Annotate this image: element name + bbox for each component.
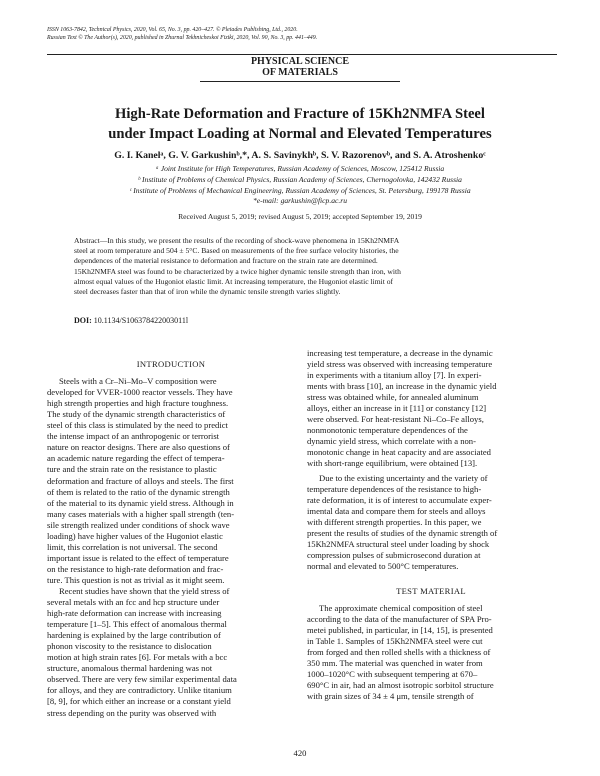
text-line: increasing test temperature, a decrease in the dynamic (307, 348, 493, 358)
text-line: in experiments with a titanium alloy [7]. In experi- (307, 370, 482, 381)
abstract-line: almost equal values of the Hugoniot elastic limit. At increasing temperature, the Hugoniot elastic limit of (74, 276, 394, 286)
text-line: the intense impact of an anthropogenic or terrorist (47, 431, 220, 442)
intro-paragraph-3 (307, 348, 555, 470)
section-rule (200, 81, 400, 82)
text-line: 1000–1020°C with subsequent tempering at 670– (307, 669, 478, 680)
abstract-line: steel at room temperature and 504 ± 5°C. Based on measurements of the free surface velocity histories, the (74, 246, 399, 256)
text-line: metei published, in particular, in [14, 15], is presented (307, 625, 493, 636)
text-line: imental data and compare them for steels and alloys (307, 505, 486, 516)
text-line: nonmonotonic temperature dependences of the (307, 425, 468, 436)
introduction-heading: INTRODUCTION (136, 359, 206, 370)
text-line: observed. There are very few similar experimental data (47, 674, 237, 685)
affiliation: ᵇ Institute of Problems of Chemical Physics, Russian Academy of Sciences, Chernogolovka, 142432 Russia (138, 174, 462, 184)
section-heading-line: OF MATERIALS (262, 67, 338, 78)
text-line: Steels with a Cr–Ni–Mo–V composition were (59, 376, 217, 387)
text-line: steel of this class is stimulated by the need to predict (47, 420, 228, 431)
abstract-line: 15Kh2NMFA steel was found to be characterized by a twice higher dynamic tensile strength than iron, with (74, 266, 401, 276)
contact-email[interactable]: *e-mail: garkushin@ficp.ac.ru (252, 196, 348, 206)
doi-link[interactable]: 10.1134/S106378422003011l (93, 316, 189, 325)
text-line: stress was obtained while, for annealed aluminum (307, 392, 479, 403)
text-line: The approximate chemical composition of steel (319, 602, 483, 613)
journal-header (47, 26, 557, 42)
text-line: motion at high strain rates [6]. For metals with a bcc (47, 652, 228, 663)
text-line: ture and the strain rate on the resistance to plastic (47, 464, 217, 475)
doi-label: DOI: (74, 316, 92, 325)
header-rule (47, 54, 557, 55)
text-line: nature on reactor designs. There are also questions of (47, 442, 230, 453)
text-line: rate deformation, it is of interest to accumulate exper- (307, 494, 492, 505)
text-line: structure, anomalous thermal hardening was not (47, 663, 213, 674)
abstract-line: steel decreases faster than that of iron while the dynamic tensile strength varies slightly. (74, 287, 341, 297)
journal-header-line: ISSN 1063-7842, Technical Physics, 2020, Vol. 65, No. 3, pp. 420–427. © Pleiades Publishing, Ltd., 2020. (47, 27, 298, 33)
text-line: of the material to its dynamic yield stress. Although in (47, 497, 234, 508)
text-line: normal and elevated to 500°C temperatures. (307, 560, 459, 571)
section-heading (200, 56, 400, 78)
text-line: loading) have higher values of the Hugoniot elastic (47, 530, 223, 541)
text-line: temperature dependences of the resistance to high- (307, 483, 482, 494)
text-line: dynamic yield stress, which correlate with a non- (307, 436, 476, 447)
page-number: 420 (293, 748, 307, 758)
left-column (47, 348, 295, 719)
text-line: Recent studies have shown that the yield stress of (59, 585, 230, 596)
text-line: important issue is related to the effect of temperature (47, 552, 229, 563)
text-line: developed for VVER-1000 reactor vessels. They have (47, 387, 233, 398)
intro-paragraph-2 (47, 586, 295, 719)
text-line: an academic nature regarding the effect of tempera- (47, 453, 225, 464)
text-line: with grain sizes of 34 ± 4 μm, tensile strength of (307, 691, 474, 702)
text-line: alloys, either an increase in it [11] or constancy [12] (307, 403, 487, 414)
text-line: 690°C in air, had an almost isotropic sorbitol structure (307, 680, 494, 691)
text-line: monotonic change in heat capacity and are associated (307, 447, 491, 458)
text-line: The study of the dynamic strength characteristics of (47, 409, 226, 420)
doi (74, 316, 188, 325)
text-line: present the results of studies of the dynamic strength of (307, 527, 498, 538)
intro-paragraph-1 (47, 376, 295, 586)
text-line: for alloys, and they are contradictory. Unlike titanium (47, 685, 232, 696)
text-line: [8, 9], for which either an increase or a constant yield (47, 696, 231, 707)
affiliations (47, 164, 553, 207)
text-line: sile strength realized under conditions of shock wave (47, 519, 230, 530)
text-line: ments with brass [10], an increase in the dynamic yield (307, 381, 497, 392)
text-line: stress depending on the purity was observed with (47, 707, 217, 718)
text-line: high strength properties and high fracture toughness. (47, 398, 229, 409)
journal-header-line: Russian Text © The Author(s), 2020, published in Zhurnal Tekhnicheskoi Fiziki, 2020, Vol. 90, No. 3, pp. 441–449. (47, 35, 318, 41)
text-line: several metals with an fcc and hcp structure under (47, 597, 220, 608)
section-heading-line: PHYSICAL SCIENCE (250, 56, 350, 67)
text-line: hardening is explained by the large contribution of (47, 630, 221, 641)
article-title-line: under Impact Loading at Normal and Elevated Temperatures (108, 126, 492, 142)
text-line: according to the data of the manufacturer of SPA Pro- (307, 614, 492, 625)
affiliation: ᵃ Joint Institute for High Temperatures, Russian Academy of Sciences, Moscow, 125412 Russia (155, 164, 445, 173)
text-line: temperature [1–5]. This effect of anomalous thermal (47, 619, 227, 630)
author-list: G. I. Kanelᵃ, G. V. Garkushinᵇ,*, A. S. Savinykhᵇ, S. V. Razorenovᵇ, and S. A. Atroshenkoᶜ (114, 150, 486, 161)
text-line: deformation and fracture of alloys and steels. The first (47, 475, 234, 486)
text-line: from forged and then rolled shells with a thickness of (307, 647, 491, 658)
article-title-line: High-Rate Deformation and Fracture of 15Kh2NMFA Steel (115, 106, 485, 122)
test-material-heading: TEST MATERIAL (396, 585, 466, 596)
received-dates: Received August 5, 2019; revised August 5, 2019; accepted September 19, 2019 (178, 212, 422, 221)
text-line: with short-range equilibrium, were obtained [13]. (307, 458, 478, 469)
text-line: in Table 1. Samples of 15Kh2NMFA steel were cut (307, 636, 483, 647)
test-material-paragraph (307, 603, 555, 702)
text-line: with different strength properties. In this paper, we (307, 516, 482, 527)
abstract (74, 236, 526, 297)
intro-paragraph-4 (307, 473, 555, 572)
text-line: of them is related to the ratio of the dynamic strength (47, 486, 230, 497)
affiliation: ᶜ Institute of Problems of Mechanical Engineering, Russian Academy of Sciences, St. Petersburg, 199178 Russia (129, 185, 471, 195)
right-column (307, 348, 555, 702)
text-line: on the resistance to high-rate deformation and frac- (47, 563, 224, 574)
text-line: 350 mm. The material was quenched in water from (307, 658, 483, 669)
text-line: high-rate deformation can increase with increasing (47, 608, 222, 619)
article-title (47, 104, 553, 144)
text-line: 15Kh2NMFA structural steel under loading by shock (307, 538, 490, 549)
text-line: phonon viscosity to the resistance to dislocation (47, 641, 212, 652)
text-line: limit, this correlation is not universal. The second (47, 541, 218, 552)
text-line: ture. This question is not as trivial as it might seem. (47, 574, 225, 585)
abstract-line: dependences of the material resistance to deformation and fracture on the strain rate are determined. (74, 256, 378, 266)
text-line: compression pulses of submicrosecond duration at (307, 549, 481, 560)
text-line: yield stress was observed with increasing temperature (307, 359, 493, 370)
text-line: were observed. For heat-resistant Ni–Co–Fe alloys, (307, 414, 484, 425)
text-line: Due to the existing uncertainty and the variety of (319, 472, 488, 483)
abstract-line: Abstract—In this study, we present the results of the recording of shock-wave phenomena in 15Kh2NMFA (74, 236, 400, 245)
text-line: many cases materials with a higher spall strength (ten- (47, 508, 235, 519)
